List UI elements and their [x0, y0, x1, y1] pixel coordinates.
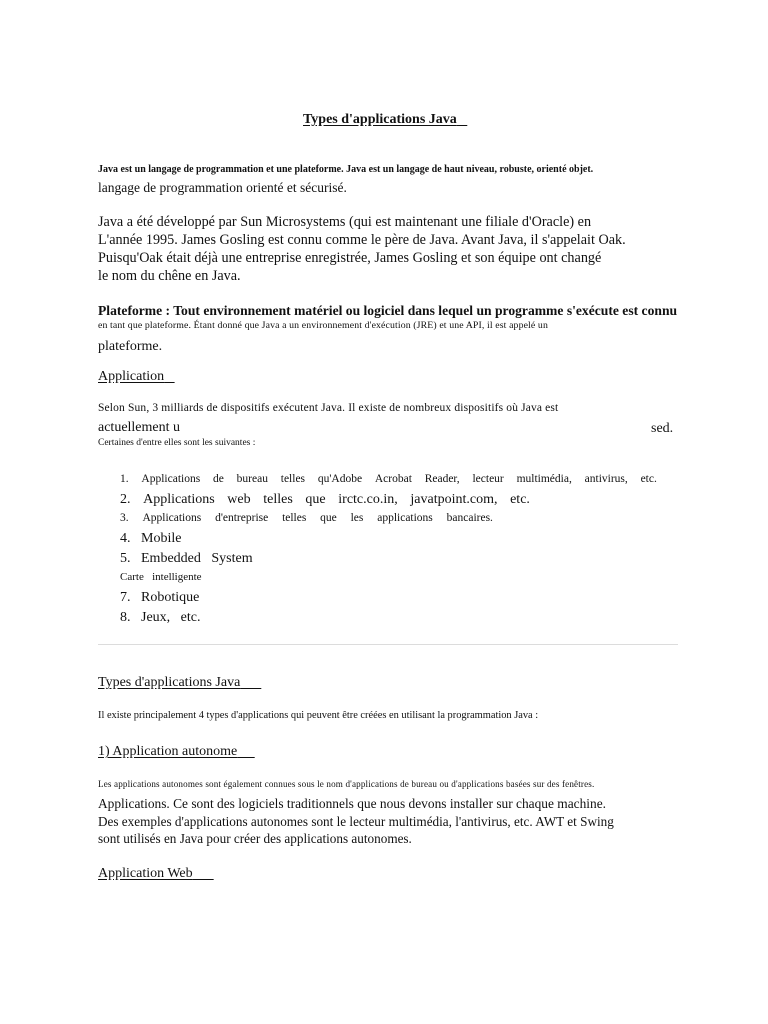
types-heading: Types d'applications Java [98, 675, 241, 690]
list-item: 3. Applications d'entreprise telles que les applications bancaires. [120, 512, 493, 524]
standalone-line-1: Les applications autonomes sont également connues sous le nom d'applications de bureau ou d'applications basées sur des fenêtres. [98, 779, 595, 789]
standalone-heading: 1) Application autonome [98, 744, 238, 759]
section-divider [98, 644, 678, 645]
application-para-line-3: Certaines d'entre elles sont les suivantes : [98, 438, 256, 448]
history-line-3: Puisqu'Oak était déjà une entreprise enregistrée, James Gosling et son équipe ont changé [98, 250, 602, 266]
intro-line: langage de programmation orienté et sécurisé. [98, 180, 347, 195]
page-title: Types d'applications Java [303, 112, 457, 127]
web-heading: Application Web [98, 866, 193, 881]
history-line-4: le nom du chêne en Java. [98, 268, 241, 284]
history-line-1: Java a été développé par Sun Microsystems (qui est maintenant une filiale d'Oracle) en [98, 214, 592, 230]
application-para-line-1: Selon Sun, 3 milliards de dispositifs exécutent Java. Il existe de nombreux dispositifs où Java est [98, 402, 559, 414]
standalone-line-3: Des exemples d'applications autonomes sont le lecteur multimédia, l'antivirus, etc. AWT et Swing [98, 814, 614, 829]
platform-line-2: en tant que plateforme. Étant donné que Java a un environnement d'exécution (JRE) et une API, il est appelé un [98, 320, 548, 331]
application-para-line-2-left: actuellement u [98, 420, 181, 435]
intro-bold-line: Java est un langage de programmation et une plateforme. Java est un langage de haut niveau, robuste, orienté objet. [98, 164, 594, 175]
types-para: Il existe principalement 4 types d'applications qui peuvent être créées en utilisant la programmation Java : [98, 710, 539, 721]
standalone-line-4: sont utilisés en Java pour créer des applications autonomes. [98, 831, 412, 846]
platform-definition: Plateforme : Tout environnement matériel ou logiciel dans lequel un programme s'exécute est connu [98, 303, 678, 318]
list-item: Carte intelligente [120, 571, 202, 583]
list-item: 4. Mobile [120, 531, 182, 546]
standalone-line-2: Applications. Ce sont des logiciels traditionnels que nous devons installer sur chaque machine. [98, 796, 606, 811]
platform-line-3: plateforme. [98, 339, 163, 354]
application-heading: Application [98, 369, 165, 384]
list-item: 2. Applications web telles que irctc.co.in, javatpoint.com, etc. [120, 492, 530, 507]
application-para-line-2-right: sed. [651, 421, 674, 436]
list-item: 7. Robotique [120, 590, 200, 605]
list-item: 8. Jeux, etc. [120, 610, 201, 625]
list-item: 1. Applications de bureau telles qu'Adobe Acrobat Reader, lecteur multimédia, antivirus, etc. [120, 473, 657, 485]
history-line-2: L'année 1995. James Gosling est connu comme le père de Java. Avant Java, il s'appelait Oak. [98, 232, 626, 248]
list-item: 5. Embedded System [120, 551, 253, 566]
